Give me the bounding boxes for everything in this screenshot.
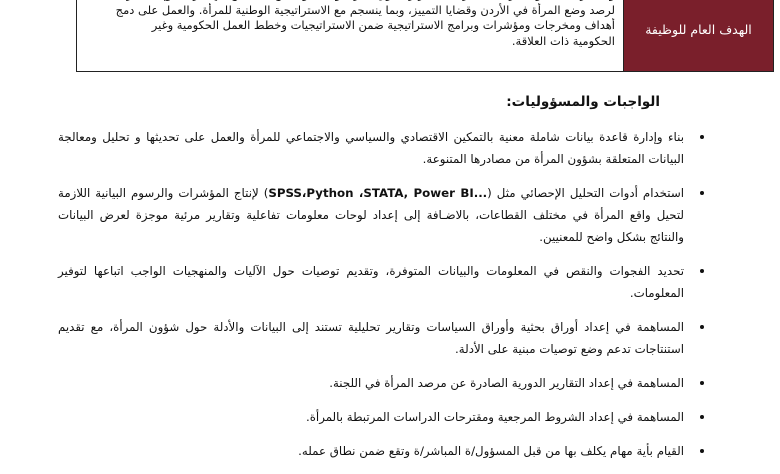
- goal-line: لرصد وضع المرأة في الأردن وقضايا التمييز، وبما ينسجم مع الاستراتيجية الوطنية للمرأة. والعمل على دمج: [115, 2, 615, 17]
- goal-text-cell: [85, 0, 615, 49]
- goal-line: الحكومية ذات العلاقة.: [511, 33, 615, 48]
- goal-label-cell: الهدف العام للوظيفة: [623, 0, 773, 71]
- tools-list: SPSS،Python ،STATA, Power BI...: [268, 186, 488, 200]
- duties-list: [58, 126, 696, 474]
- duty-text-after: ) لإنتاج المؤشرات والرسوم البيانية اللازمة لتحيل واقع المرأة في مختلف القطاعات، بالاضـافة إلى إعداد لوحات معلومات تفاعلية وتقارير مرئية موجزة لعرض البيانات والنتائج بشكل واضح للمعنيين.: [58, 186, 684, 244]
- duty-item: [58, 182, 696, 248]
- duty-item: بناء وإدارة قاعدة بيانات شاملة معنية بالتمكين الاقتصادي والسياسي والاجتماعي للمرأة والعمل على تحديثها و تحليل ومعالجة البيانات المتعلقة بشؤون المرأة من مصادرها المتنوعة.: [58, 126, 696, 170]
- duty-item: القيام بأية مهام يكلف بها من قبل المسؤول/ة المباشر/ة وتقع ضمن نطاق عمله.: [58, 440, 696, 462]
- duty-item: المساهمة في إعداد الشروط المرجعية ومقترحات الدراسات المرتبطة بالمرأة.: [58, 406, 696, 428]
- goal-table: [76, 0, 774, 72]
- goal-line: أهداف ومخرجات ومؤشرات وبرامج الاستراتيجية ضمن الاستراتيجيات وخطط العمل الحكومية وغير: [151, 18, 615, 33]
- duty-item: المساهمة في إعداد التقارير الدورية الصادرة عن مرصد المرأة في اللجنة.: [58, 372, 696, 394]
- duty-item: المساهمة في إعداد أوراق بحثية وأوراق السياسات وتقارير تحليلية تستند إلى البيانات والأدلة حول شؤون المرأة، مع تقديم استنتاجات تدعم وضع توصيات مبنية على الأدلة.: [58, 316, 696, 360]
- duties-title: الواجبات والمسؤوليات:: [506, 94, 660, 110]
- duty-text-before: استخدام أدوات التحليل الإحصائي مثل (: [487, 186, 684, 200]
- duty-item: تحديد الفجوات والنقص في المعلومات والبيانات المتوفرة، وتقديم توصيات حول الآليات والمنهجيات الواجب اتباعها لتوفير المعلومات.: [58, 260, 696, 304]
